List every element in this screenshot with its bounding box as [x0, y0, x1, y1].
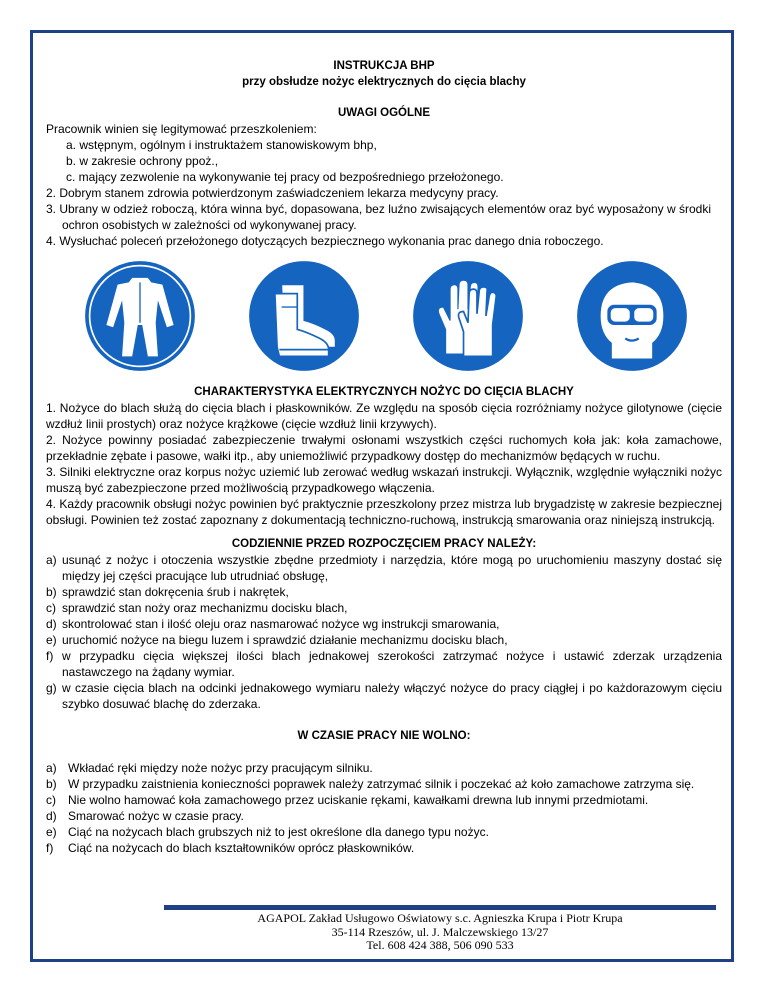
list-item: c) Nie wolno hamować koła zamachowego przez uciskanie rękami, kawałkami drewna lub innymi przedmiotami. — [46, 793, 649, 807]
document-body — [46, 58, 722, 856]
general-heading: UWAGI OGÓLNE — [338, 107, 430, 119]
protective-clothing-icon — [84, 260, 196, 372]
list-item: a) usunąć z nożyc i otoczenia wszystkie zbędne przedmioty i narzędzia, które mogą po uruchomieniu maszyny dostać się między jej części pracujące lub utrudniać obsługę, — [46, 553, 722, 583]
list-item: b) sprawdzić stan dokręcenia śrub i nakrętek, — [46, 585, 289, 599]
general-item-2: 2. Dobrym stanem zdrowia potwierdzonym zaświadczeniem lekarza medycyny pracy. — [46, 186, 499, 200]
footer-company: AGAPOL Zakład Usługowo Oświatowy s.c. Agnieszka Krupa i Piotr Krupa — [257, 911, 623, 925]
general-intro: Pracownik winien się legitymować przeszkoleniem: — [46, 122, 317, 136]
general-item-4: 4. Wysłuchać poleceń przełożonego dotyczących bezpiecznego wykonania prac danego dnia roboczego. — [46, 234, 604, 248]
safety-goggles-icon — [576, 260, 688, 372]
general-sub-c: c. mający zezwolenie na wykonywanie tej pracy od bezpośredniego przełożonego. — [66, 170, 504, 184]
document-title: INSTRUKCJA BHP przy obsłudze nożyc elektrycznych do cięcia blachy — [242, 60, 526, 88]
list-item: b) W przypadku zaistnienia konieczności poprawek należy zatrzymać silnik i poczekać aż koło zamachowe zatrzyma się. — [46, 777, 695, 791]
ppe-icons-row — [46, 260, 722, 372]
list-item: d) skontrolować stan i ilość oleju oraz nasmarować nożyce wg instrukcji smarowania, — [46, 617, 500, 631]
list-item: c) sprawdzić stan noży oraz mechanizmu docisku blach, — [46, 601, 348, 615]
footer — [164, 912, 716, 953]
list-item: e) Ciąć na nożycach blach grubszych niż to jest określone dla danego typu nożyc. — [46, 825, 489, 839]
characteristics-item: 3. Silniki elektryczne oraz korpus nożyc uziemić lub zerować według wskazań instrukcji. Wyłącznik, względnie wyłączniki nożyc muszą być zabezpieczone przed możliwością przypadkowego włączenia. — [46, 465, 722, 495]
characteristics-item: 4. Każdy pracownik obsługi nożyc powinien być praktycznie przeszkolony przez mistrza lub brygadzistę w zakresie bezpiecznej obsługi. Powinien też zostać zapoznany z dokumentacją techniczno-ruchową, instrukcją smarowania oraz niniejszą instrukcją. — [46, 497, 722, 527]
list-item: d) Smarować nożyc w czasie pracy. — [46, 809, 244, 823]
characteristics-heading: CHARAKTERYSTYKA ELEKTRYCZNYCH NOŻYC DO CIĘCIA BLACHY — [194, 386, 574, 398]
general-sub-a: a. wstępnym, ogólnym i instruktażem stanowiskowym bhp, — [66, 138, 377, 152]
list-item: a) Wkładać ręki między noże nożyc przy pracującym silniku. — [46, 761, 373, 775]
list-item: f) Ciąć na nożycach do blach kształtowników oprócz płaskowników. — [46, 841, 415, 855]
list-item: e) uruchomić nożyce na biegu luzem i sprawdzić działanie mechanizmu docisku blach, — [46, 633, 508, 647]
daily-heading: CODZIENNIE PRZED ROZPOCZĘCIEM PRACY NALEŻY: — [231, 538, 537, 550]
forbidden-heading: W CZASIE PRACY NIE WOLNO: — [297, 730, 471, 742]
protective-gloves-icon — [412, 260, 524, 372]
characteristics-item: 2. Nożyce powinny posiadać zabezpieczenie trwałymi osłonami wszystkich części ruchomych koła jak: koła zamachowe, przekładnie zębate i pasowe, wałki itp., aby uniemożliwić przypadkowy dostęp do mechanizmów będących w ruchu. — [46, 433, 722, 463]
list-item: g) w czasie cięcia blach na odcinki jednakowego wymiaru należy włączyć nożyce do pracy ciągłej i po każdorazowym cięciu szybko dosuwać blachę do zderzaka. — [46, 681, 722, 711]
footer-address: 35-114 Rzeszów, ul. J. Malczewskiego 13/27 — [331, 924, 549, 939]
general-item-3: 3. Ubrany w odzież roboczą, która winna być, dopasowana, bez luźno zwisających elementów oraz być wyposażony w środki ochron osobistych w zależności od wykonywanej pracy. — [46, 202, 711, 232]
footer-divider — [164, 905, 716, 910]
footer-phone: Tel. 608 424 388, 506 090 533 — [366, 938, 514, 952]
forbidden-list — [46, 760, 722, 856]
safety-boots-icon — [248, 260, 360, 372]
daily-list — [46, 552, 722, 712]
general-sub-b: b. w zakresie ochrony ppoż., — [66, 154, 219, 168]
characteristics-item: 1. Nożyce do blach służą do cięcia blach i płaskowników. Ze względu na sposób cięcia rozróżniamy nożyce gilotynowe (cięcie wzdłuż linii prostych) oraz nożyce krążkowe (cięcie wzdłuż linii krzywych). — [46, 401, 722, 431]
list-item: f) w przypadku cięcia większej ilości blach jednakowej szerokości zatrzymać nożyce i ustawić zderzak urządzenia nastawczego na żądany wymiar. — [46, 649, 722, 679]
